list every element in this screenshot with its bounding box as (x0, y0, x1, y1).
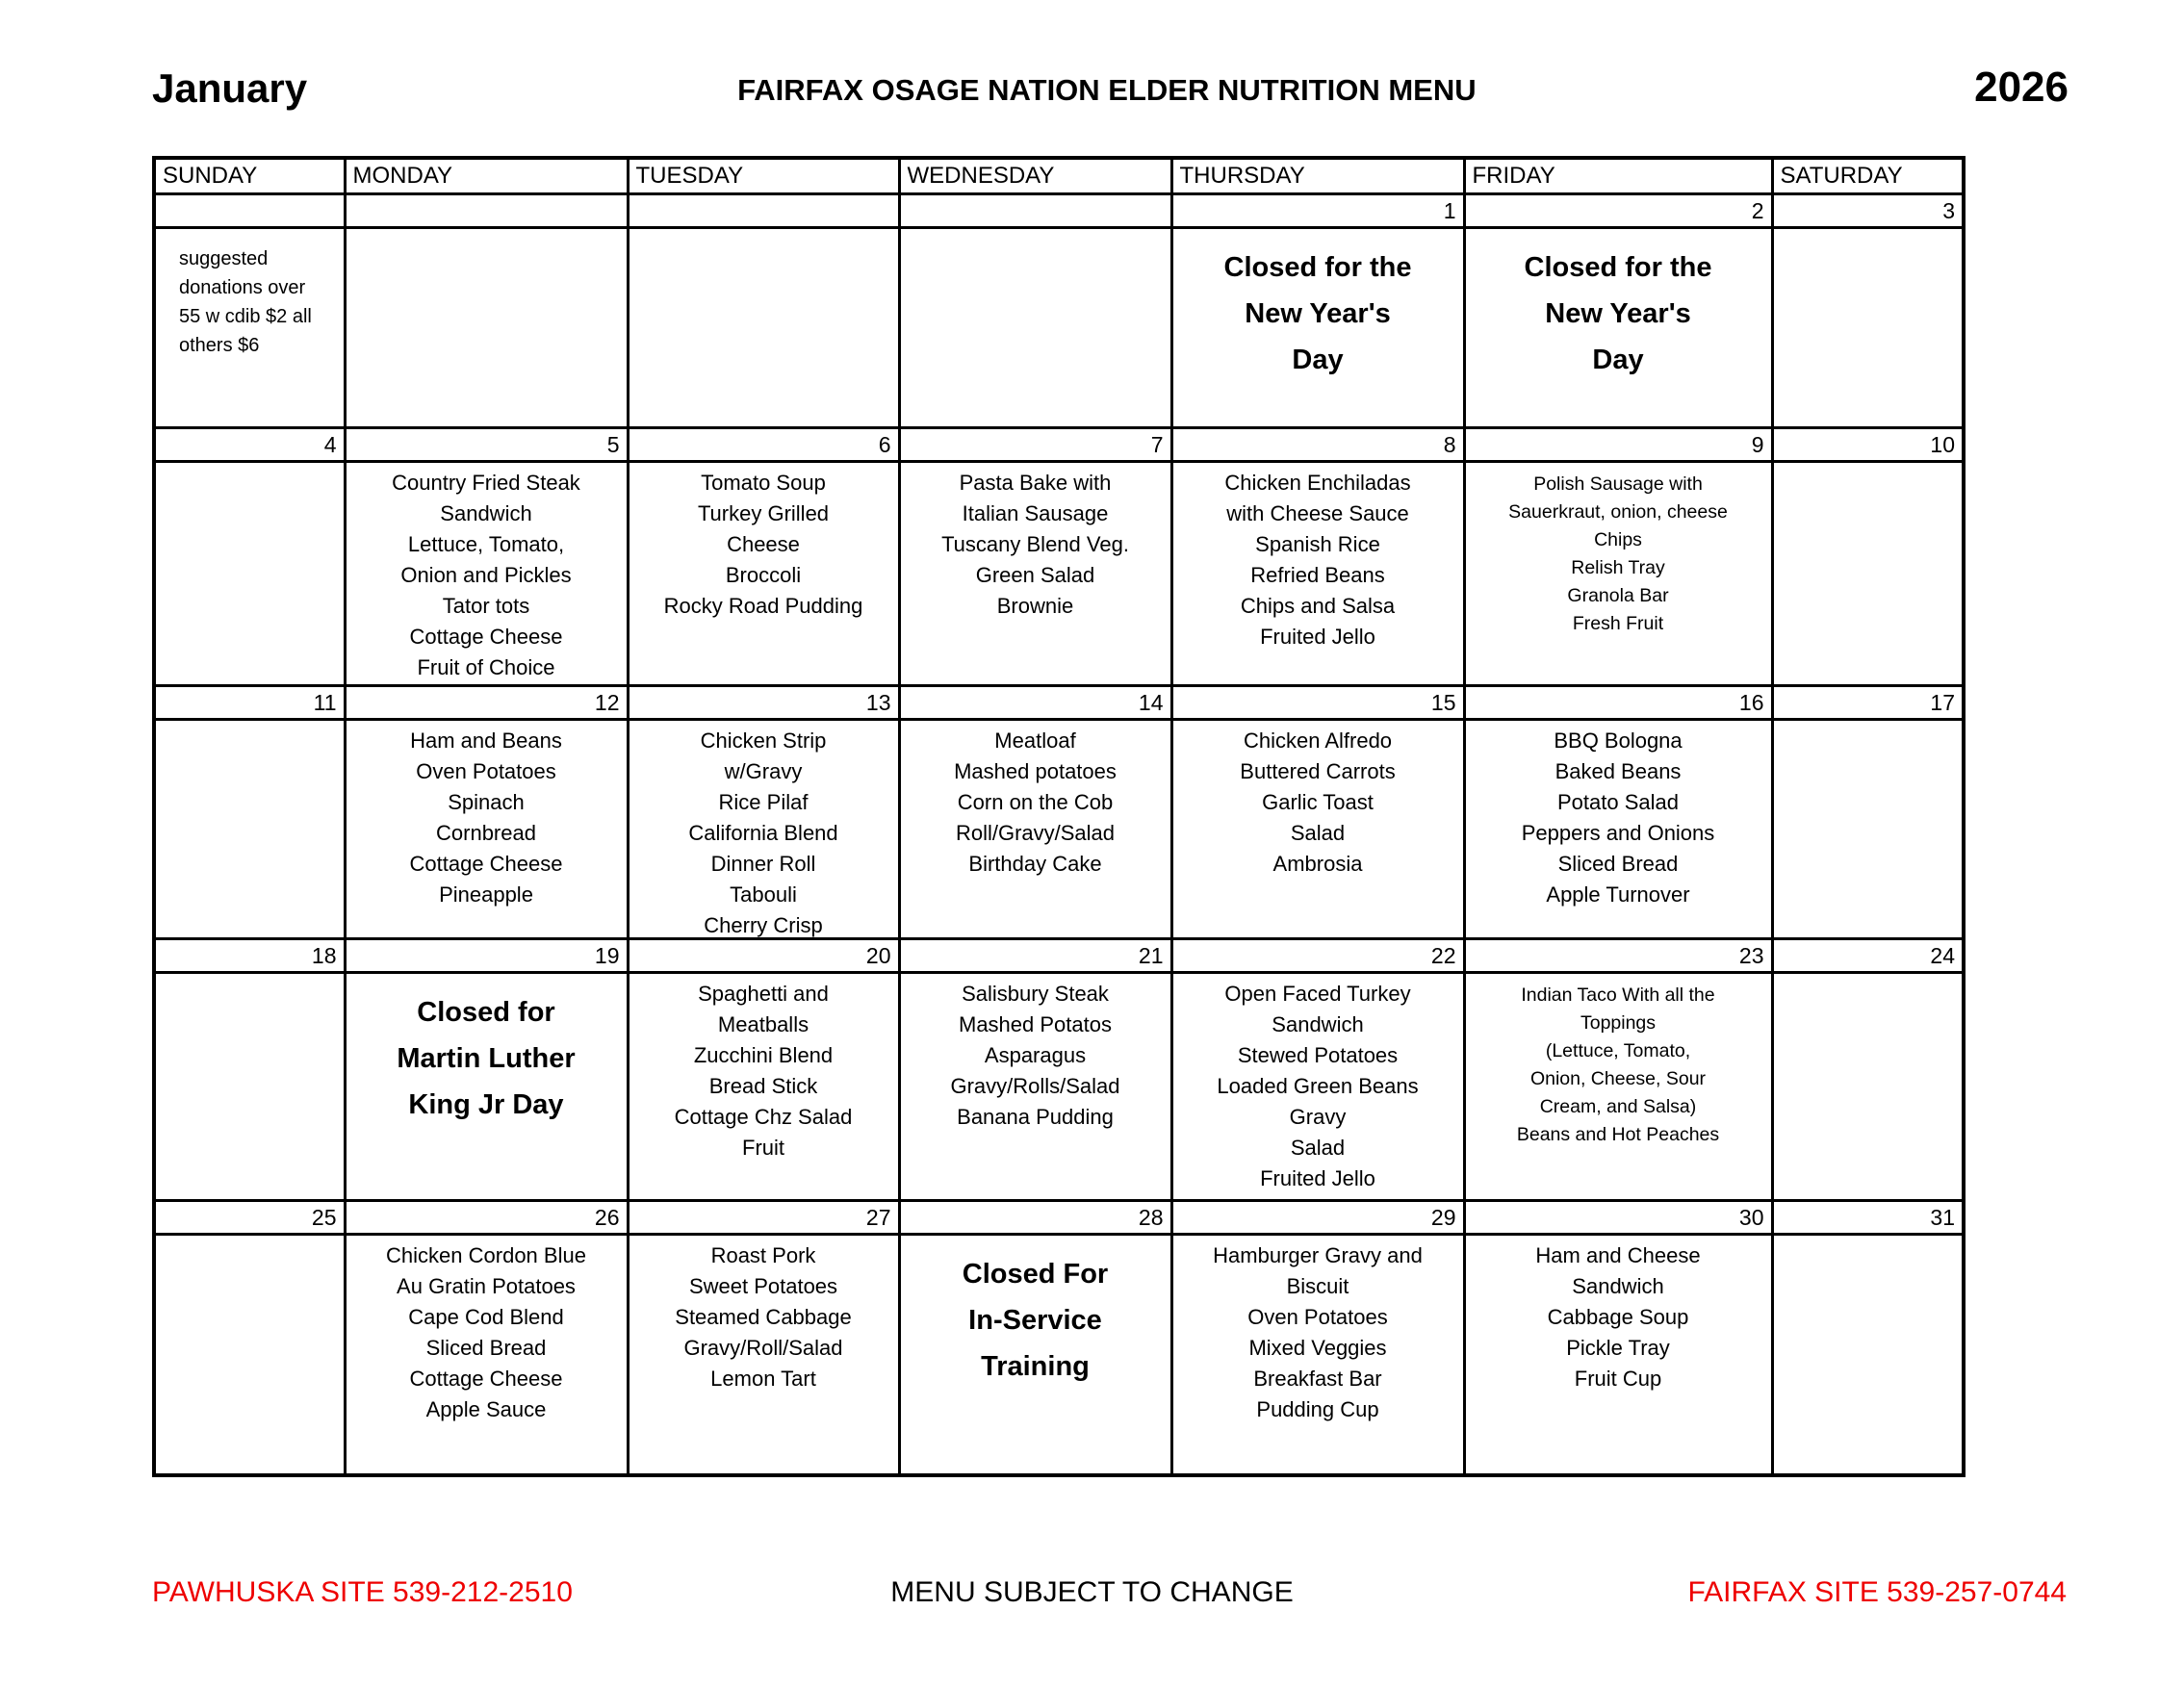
text-line: Closed for the (1223, 252, 1412, 283)
week-2-number-row (154, 428, 1964, 462)
day-cell-friday (1464, 228, 1772, 428)
text-line: Buttered Carrots (1240, 759, 1396, 783)
day-cell-saturday (1772, 1235, 1964, 1475)
day-number-23: 23 (1464, 939, 1772, 973)
text-line: Tomato Soup (701, 471, 826, 495)
menu-items (347, 1236, 627, 1470)
day-cell-sunday (154, 1235, 345, 1475)
day-cell-friday (1464, 1235, 1772, 1475)
text-line: Banana Pudding (957, 1105, 1114, 1129)
text-line: Roast Pork (710, 1243, 816, 1267)
text-line: Cherry Crisp (704, 913, 823, 937)
text-line: Spinach (448, 790, 525, 814)
text-line: Chips and Salsa (1240, 594, 1396, 618)
text-line: Mixed Veggies (1248, 1336, 1387, 1360)
text-line: New Year's (1545, 298, 1691, 329)
text-line: Sandwich (1572, 1274, 1664, 1298)
day-cell-thursday (1171, 228, 1464, 428)
menu-items (901, 721, 1170, 934)
text-line: Apple Turnover (1546, 882, 1690, 907)
text-line: Peppers and Onions (1521, 821, 1715, 845)
text-line: Bread Stick (708, 1074, 818, 1098)
text-line: Garlic Toast (1262, 790, 1374, 814)
menu-items (347, 721, 627, 934)
text-line: Day (1592, 345, 1644, 375)
day-number-3: 3 (1772, 194, 1964, 228)
day-cell-monday (345, 228, 628, 428)
text-line: Lettuce, Tomato, (407, 532, 565, 556)
text-line: Onion, Cheese, Sour (1529, 1068, 1707, 1089)
text-line: Ambrosia (1272, 852, 1363, 876)
text-line: Refried Beans (1250, 563, 1385, 587)
text-line: Salisbury Steak (962, 982, 1109, 1006)
text-line: Chicken Alfredo (1243, 728, 1393, 753)
menu-items (630, 721, 898, 937)
day-cell-friday (1464, 462, 1772, 686)
day-number-blank (628, 194, 899, 228)
day-cell-monday (345, 973, 628, 1201)
donation-note (156, 229, 344, 423)
text-line: Dinner Roll (710, 852, 816, 876)
text-line: In-Service (968, 1305, 1102, 1336)
text-line: Closed for the (1524, 252, 1712, 283)
day-cell-sunday (154, 228, 345, 428)
day-number-4: 4 (154, 428, 345, 462)
week-2-menu-row (154, 462, 1964, 686)
day-cell-saturday (1772, 462, 1964, 686)
day-cell-thursday (1171, 973, 1464, 1201)
text-line: Tabouli (730, 882, 797, 907)
text-line: Broccoli (725, 563, 802, 587)
text-line: Sliced Bread (1557, 852, 1679, 876)
day-number-blank (345, 194, 628, 228)
day-header-sunday: SUNDAY (154, 158, 345, 194)
closed-notice (901, 1236, 1170, 1470)
week-1-menu-row (154, 228, 1964, 428)
day-header-wednesday: WEDNESDAY (899, 158, 1171, 194)
day-cell-sunday (154, 973, 345, 1201)
text-line: Chips (1594, 529, 1642, 550)
text-line: Apple Sauce (425, 1397, 547, 1421)
menu-items (1466, 721, 1771, 934)
text-line: Meatballs (717, 1012, 809, 1036)
text-line: Pudding Cup (1256, 1397, 1379, 1421)
day-number-30: 30 (1464, 1201, 1772, 1235)
menu-items (1466, 1236, 1771, 1470)
day-number-24: 24 (1772, 939, 1964, 973)
menu-items (901, 974, 1170, 1196)
text-line: Relish Tray (1571, 557, 1665, 578)
menu-items (1466, 974, 1771, 1196)
menu-items (347, 463, 627, 681)
day-number-13: 13 (628, 686, 899, 720)
day-number-28: 28 (899, 1201, 1171, 1235)
text-line: Italian Sausage (962, 501, 1109, 525)
text-line: Ham and Beans (410, 728, 562, 753)
day-cell-sunday (154, 462, 345, 686)
text-line: Oven Potatoes (1247, 1305, 1388, 1329)
pawhuska-site-phone: PAWHUSKA SITE 539-212-2510 (152, 1576, 573, 1608)
text-line: Spanish Rice (1255, 532, 1380, 556)
text-line: Fruit of Choice (417, 655, 555, 679)
text-line: others $6 (179, 335, 260, 356)
fairfax-site-phone: FAIRFAX SITE 539-257-0744 (1687, 1576, 2067, 1608)
week-1-number-row (154, 194, 1964, 228)
text-line: Closed for (417, 997, 555, 1028)
text-line: Polish Sausage with (1533, 473, 1703, 495)
day-cell-tuesday (628, 1235, 899, 1475)
text-line: Chicken Enchiladas (1224, 471, 1411, 495)
text-line: Pickle Tray (1566, 1336, 1670, 1360)
day-cell-monday (345, 1235, 628, 1475)
text-line: Ham and Cheese (1535, 1243, 1701, 1267)
weekday-header-row (154, 158, 1964, 194)
day-cell-wednesday (899, 973, 1171, 1201)
text-line: Steamed Cabbage (675, 1305, 852, 1329)
text-line: Fruited Jello (1260, 625, 1375, 649)
text-line: Loaded Green Beans (1217, 1074, 1419, 1098)
day-header-friday: FRIDAY (1464, 158, 1772, 194)
text-line: Fruit Cup (1574, 1367, 1662, 1391)
menu-items (901, 463, 1170, 681)
text-line: Potato Salad (1557, 790, 1679, 814)
text-line: Martin Luther (397, 1043, 576, 1074)
menu-items (1173, 463, 1463, 681)
text-line: Chicken Cordon Blue (386, 1243, 586, 1267)
day-number-6: 6 (628, 428, 899, 462)
menu-items (630, 463, 898, 681)
text-line: Rocky Road Pudding (663, 594, 863, 618)
day-number-14: 14 (899, 686, 1171, 720)
text-line: Open Faced Turkey (1224, 982, 1411, 1006)
day-cell-wednesday (899, 228, 1171, 428)
text-line: Fruit (742, 1136, 784, 1160)
text-line: BBQ Bologna (1554, 728, 1683, 753)
day-cell-thursday (1171, 720, 1464, 939)
text-line: Training (981, 1351, 1090, 1382)
day-cell-tuesday (628, 228, 899, 428)
day-number-8: 8 (1171, 428, 1464, 462)
text-line: Beans and Hot Peaches (1516, 1124, 1720, 1145)
day-cell-friday (1464, 973, 1772, 1201)
text-line: Oven Potatoes (416, 759, 556, 783)
day-header-monday: MONDAY (345, 158, 628, 194)
menu-items (1173, 721, 1463, 934)
page-header (0, 0, 2184, 144)
text-line: Gravy (1289, 1105, 1347, 1129)
text-line: Tuscany Blend Veg. (941, 532, 1129, 556)
day-number-22: 22 (1171, 939, 1464, 973)
text-line: Cheese (727, 532, 800, 556)
week-4-menu-row (154, 973, 1964, 1201)
day-cell-saturday (1772, 973, 1964, 1201)
day-number-10: 10 (1772, 428, 1964, 462)
text-line: Sandwich (440, 501, 532, 525)
text-line: Sweet Potatoes (688, 1274, 838, 1298)
day-number-1: 1 (1171, 194, 1464, 228)
text-line: Biscuit (1286, 1274, 1349, 1298)
text-line: Pineapple (439, 882, 533, 907)
text-line: Cottage Cheese (409, 852, 563, 876)
text-line: Rice Pilaf (718, 790, 809, 814)
text-line: Sauerkraut, onion, cheese (1508, 501, 1728, 523)
text-line: Asparagus (984, 1043, 1087, 1067)
text-line: Fruited Jello (1260, 1166, 1375, 1190)
day-header-thursday: THURSDAY (1171, 158, 1464, 194)
text-line: (Lettuce, Tomato, (1545, 1040, 1691, 1061)
text-line: Roll/Gravy/Salad (955, 821, 1116, 845)
text-line: Pasta Bake with (959, 471, 1112, 495)
text-line: Cottage Chz Salad (674, 1105, 853, 1129)
day-cell-wednesday (899, 462, 1171, 686)
day-number-31: 31 (1772, 1201, 1964, 1235)
text-line: Sandwich (1272, 1012, 1364, 1036)
text-line: Birthday Cake (968, 852, 1102, 876)
text-line: Cottage Cheese (409, 1367, 563, 1391)
day-cell-monday (345, 720, 628, 939)
day-number-29: 29 (1171, 1201, 1464, 1235)
text-line: Tator tots (442, 594, 530, 618)
text-line: Granola Bar (1567, 585, 1669, 606)
text-line: Au Gratin Potatoes (397, 1274, 576, 1298)
calendar-table (152, 156, 1966, 1477)
text-line: Toppings (1580, 1012, 1657, 1034)
text-line: Brownie (996, 594, 1074, 618)
text-line: Stewed Potatoes (1237, 1043, 1399, 1067)
text-line: 55 w cdib $2 all (179, 306, 312, 327)
day-header-tuesday: TUESDAY (628, 158, 899, 194)
day-cell-thursday (1171, 462, 1464, 686)
day-number-20: 20 (628, 939, 899, 973)
text-line: Sliced Bread (425, 1336, 547, 1360)
day-cell-wednesday (899, 720, 1171, 939)
text-line: Mashed Potatos (959, 1012, 1112, 1036)
day-cell-tuesday (628, 462, 899, 686)
text-line: Cape Cod Blend (408, 1305, 564, 1329)
text-line: Gravy/Rolls/Salad (950, 1074, 1120, 1098)
day-cell-wednesday (899, 1235, 1171, 1475)
day-cell-friday (1464, 720, 1772, 939)
menu-items (1173, 974, 1463, 1196)
day-cell-saturday (1772, 720, 1964, 939)
text-line: Cabbage Soup (1547, 1305, 1689, 1329)
text-line: King Jr Day (408, 1089, 564, 1120)
week-3-menu-row (154, 720, 1964, 939)
text-line: New Year's (1245, 298, 1391, 329)
day-number-18: 18 (154, 939, 345, 973)
day-header-saturday: SATURDAY (1772, 158, 1964, 194)
menu-subject-note: MENU SUBJECT TO CHANGE (890, 1576, 1294, 1608)
day-number-21: 21 (899, 939, 1171, 973)
week-3-number-row (154, 686, 1964, 720)
day-cell-tuesday (628, 720, 899, 939)
menu-items (1173, 1236, 1463, 1470)
day-number-blank (154, 194, 345, 228)
text-line: suggested (179, 248, 269, 269)
text-line: Lemon Tart (710, 1367, 816, 1391)
text-line: Salad (1290, 821, 1346, 845)
text-line: Corn on the Cob (957, 790, 1114, 814)
day-number-9: 9 (1464, 428, 1772, 462)
text-line: Turkey Grilled (697, 501, 830, 525)
closed-notice (1466, 229, 1771, 423)
day-number-12: 12 (345, 686, 628, 720)
day-number-26: 26 (345, 1201, 628, 1235)
text-line: donations over (179, 277, 306, 298)
text-line: Fresh Fruit (1572, 613, 1664, 634)
text-line: Baked Beans (1554, 759, 1682, 783)
week-4-number-row (154, 939, 1964, 973)
day-number-blank (899, 194, 1171, 228)
closed-notice (1173, 229, 1463, 423)
day-cell-saturday (1772, 228, 1964, 428)
day-number-7: 7 (899, 428, 1171, 462)
text-line: Hamburger Gravy and (1213, 1243, 1423, 1267)
text-line: Cornbread (436, 821, 536, 845)
closed-notice (347, 974, 627, 1196)
day-number-17: 17 (1772, 686, 1964, 720)
day-number-16: 16 (1464, 686, 1772, 720)
day-cell-monday (345, 462, 628, 686)
text-line: Closed For (962, 1259, 1109, 1290)
day-cell-tuesday (628, 973, 899, 1201)
text-line: Gravy/Roll/Salad (683, 1336, 843, 1360)
week-5-number-row (154, 1201, 1964, 1235)
day-number-27: 27 (628, 1201, 899, 1235)
menu-items (630, 1236, 898, 1470)
text-line: Spaghetti and (698, 982, 829, 1006)
text-line: Cream, and Salsa) (1539, 1096, 1697, 1117)
day-cell-sunday (154, 720, 345, 939)
text-line: Chicken Strip (700, 728, 827, 753)
day-number-11: 11 (154, 686, 345, 720)
text-line: Day (1292, 345, 1344, 375)
text-line: Mashed potatoes (954, 759, 1117, 783)
day-number-25: 25 (154, 1201, 345, 1235)
page-title: FAIRFAX OSAGE NATION ELDER NUTRITION MENU (737, 73, 1477, 107)
text-line: Zucchini Blend (693, 1043, 834, 1067)
text-line: Salad (1290, 1136, 1346, 1160)
text-line: Meatloaf (994, 728, 1076, 753)
text-line: with Cheese Sauce (1226, 501, 1409, 525)
menu-items (1466, 463, 1771, 681)
year-title: 2026 (1974, 64, 2068, 111)
day-number-15: 15 (1171, 686, 1464, 720)
day-number-2: 2 (1464, 194, 1772, 228)
text-line: w/Gravy (724, 759, 803, 783)
text-line: Onion and Pickles (400, 563, 572, 587)
week-5-menu-row (154, 1235, 1964, 1475)
text-line: Breakfast Bar (1253, 1367, 1382, 1391)
text-line: Indian Taco With all the (1521, 984, 1715, 1006)
month-title: January (152, 65, 308, 111)
day-number-19: 19 (345, 939, 628, 973)
text-line: Green Salad (975, 563, 1095, 587)
day-number-5: 5 (345, 428, 628, 462)
text-line: Country Fried Steak (392, 471, 580, 495)
text-line: Cottage Cheese (409, 625, 563, 649)
text-line: California Blend (688, 821, 838, 845)
day-cell-thursday (1171, 1235, 1464, 1475)
menu-items (630, 974, 898, 1196)
